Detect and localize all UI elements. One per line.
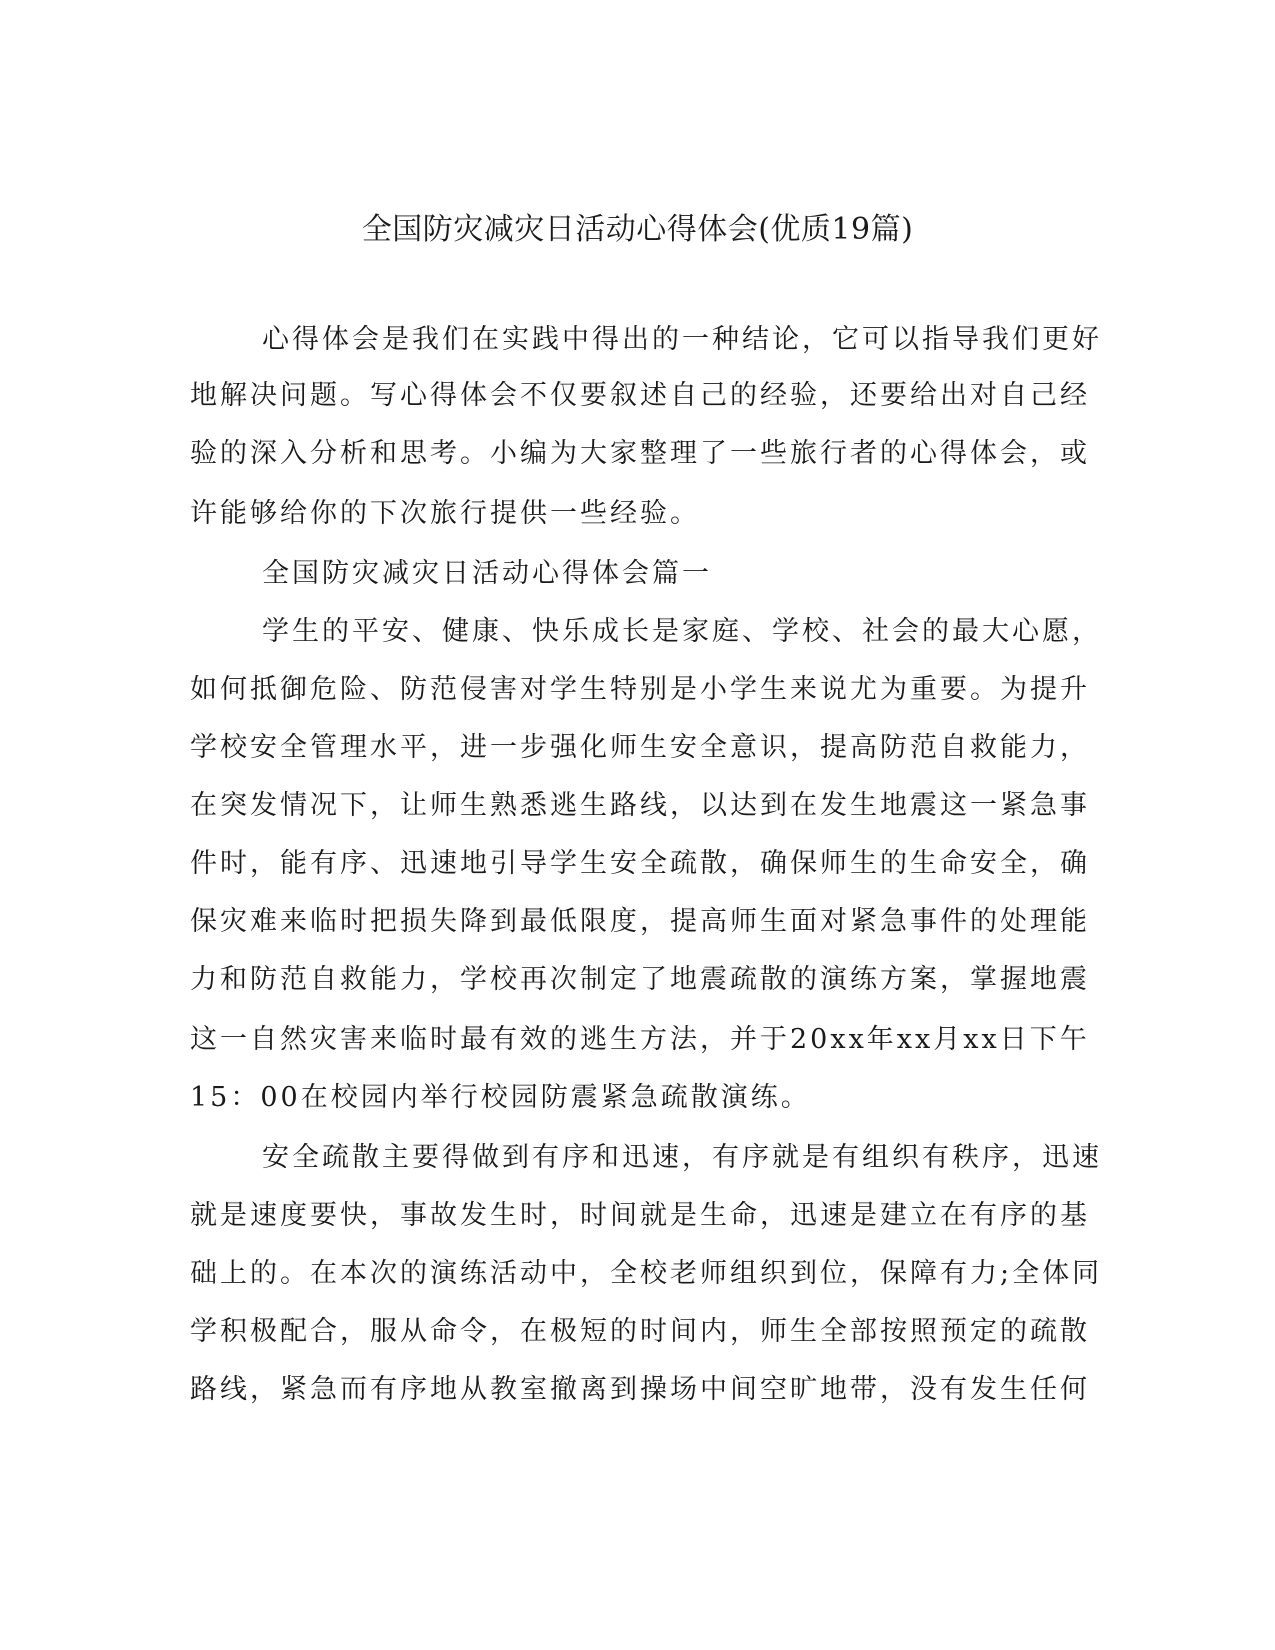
paragraph-2-line-1: 学生的平安、健康、快乐成长是家庭、学校、社会的最大心愿，	[262, 616, 1102, 647]
paragraph-2-line-8: 这一自然灾害来临时最有效的逃生方法，并于20xx年xx月xx日下午	[190, 1024, 1090, 1055]
paragraph-1-line-3: 验的深入分析和思考。小编为大家整理了一些旅行者的心得体会，或	[190, 438, 1090, 469]
paragraph-2-line-7: 力和防范自救能力，学校再次制定了地震疏散的演练方案，掌握地震	[190, 964, 1090, 995]
document-title: 全国防灾减灾日活动心得体会(优质19篇)	[361, 212, 914, 247]
section-heading: 全国防灾减灾日活动心得体会篇一	[262, 558, 712, 589]
paragraph-3-line-2: 就是速度要快，事故发生时，时间就是生命，迅速是建立在有序的基	[190, 1200, 1090, 1231]
paragraph-3-line-5: 路线，紧急而有序地从教室撤离到操场中间空旷地带，没有发生任何	[190, 1374, 1090, 1405]
paragraph-2-line-4: 在突发情况下，让师生熟悉逃生路线，以达到在发生地震这一紧急事	[190, 790, 1090, 821]
paragraph-1-line-2: 地解决问题。写心得体会不仅要叙述自己的经验，还要给出对自己经	[190, 380, 1090, 411]
paragraph-2-line-2: 如何抵御危险、防范侵害对学生特别是小学生来说尤为重要。为提升	[190, 674, 1090, 705]
paragraph-3-line-3: 础上的。在本次的演练活动中，全校老师组织到位，保障有力;全体同	[190, 1258, 1103, 1289]
paragraph-2-line-3: 学校安全管理水平，进一步强化师生安全意识，提高防范自救能力，	[190, 732, 1090, 763]
paragraph-3-line-4: 学积极配合，服从命令，在极短的时间内，师生全部按照预定的疏散	[190, 1316, 1090, 1347]
paragraph-2-line-5: 件时，能有序、迅速地引导学生安全疏散，确保师生的生命安全，确	[190, 848, 1090, 879]
paragraph-3-line-1: 安全疏散主要得做到有序和迅速，有序就是有组织有秩序，迅速	[262, 1142, 1102, 1173]
paragraph-2-line-6: 保灾难来临时把损失降到最低限度，提高师生面对紧急事件的处理能	[190, 906, 1090, 937]
paragraph-1-line-1: 心得体会是我们在实践中得出的一种结论，它可以指导我们更好	[262, 324, 1102, 355]
paragraph-1-line-4: 许能够给你的下次旅行提供一些经验。	[190, 498, 700, 529]
paragraph-2-line-9: 15：00在校园内举行校园防震紧急疏散演练。	[190, 1082, 811, 1113]
